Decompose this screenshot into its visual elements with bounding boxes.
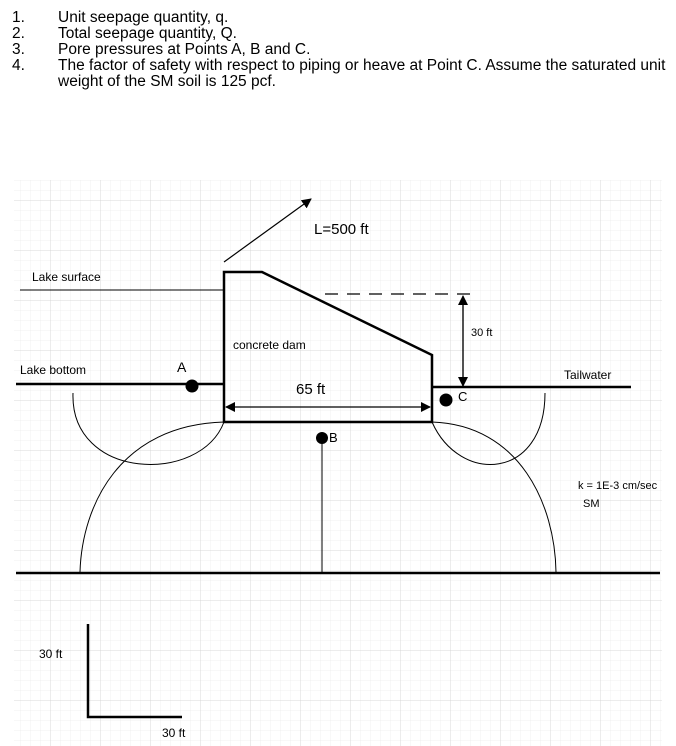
scale-vertical-label: 30 ft xyxy=(39,647,63,661)
dam-label: concrete dam xyxy=(233,338,306,352)
lake-surface-label: Lake surface xyxy=(32,270,101,284)
question-number: 2. xyxy=(12,25,25,42)
question-text: Unit seepage quantity, q. xyxy=(58,9,229,26)
point-a-marker xyxy=(186,380,199,393)
question-text: Total seepage quantity, Q. xyxy=(58,25,237,42)
width-label: 65 ft xyxy=(296,381,326,398)
question-number: 4. xyxy=(12,57,25,74)
point-c-marker xyxy=(440,394,453,407)
question-text: The factor of safety with respect to piping or heave at Point C. Assume the saturated unit weight of the SM soil is 125 pcf. xyxy=(58,57,666,90)
length-label: L=500 ft xyxy=(314,221,369,238)
point-b-marker xyxy=(316,432,328,444)
soil-type-label: SM xyxy=(583,498,600,510)
question-text: Pore pressures at Points A, B and C. xyxy=(58,41,311,58)
head-difference-label: 30 ft xyxy=(471,327,493,339)
permeability-label: k = 1E-3 cm/sec xyxy=(578,480,658,492)
point-a-label: A xyxy=(177,359,187,375)
question-number: 3. xyxy=(12,41,25,58)
scale-horizontal-label: 30 ft xyxy=(162,726,186,740)
tailwater-label: Tailwater xyxy=(564,368,612,382)
point-c-label: C xyxy=(458,389,468,404)
grid-paper xyxy=(14,180,662,746)
question-number: 1. xyxy=(12,9,25,26)
lake-bottom-label: Lake bottom xyxy=(20,363,87,377)
point-b-label: B xyxy=(329,430,338,445)
